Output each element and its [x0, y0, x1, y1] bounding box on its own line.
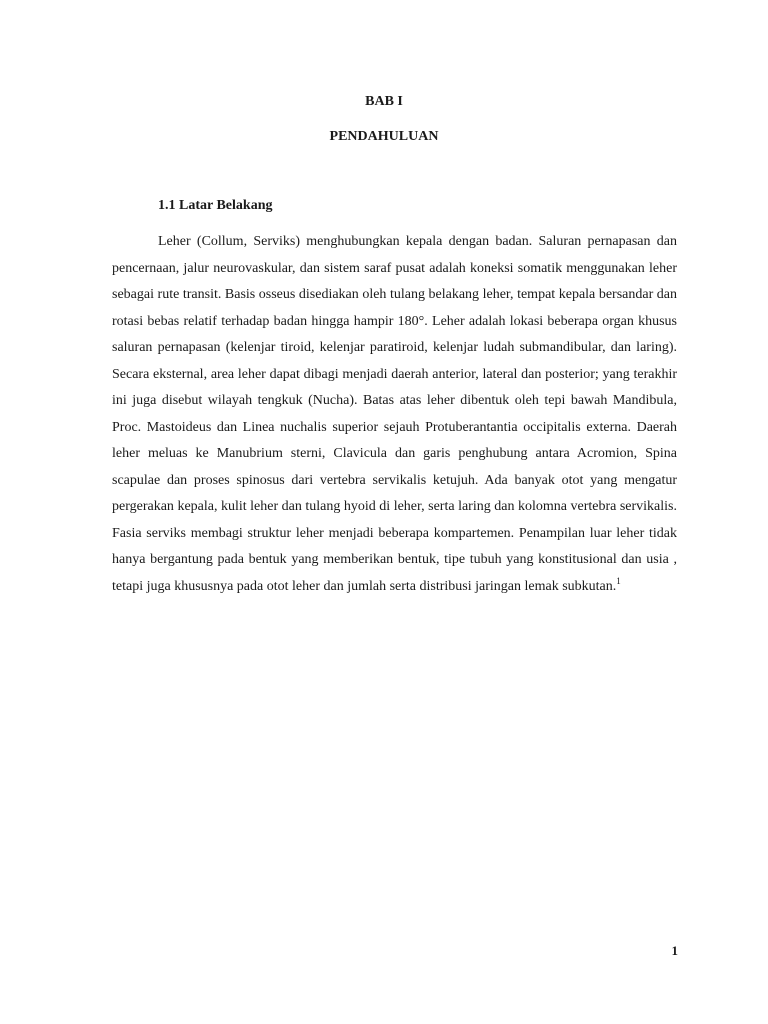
footnote-marker: 1 [616, 575, 621, 586]
paragraph-text: Leher (Collum, Serviks) menghubungkan kepala dengan badan. Saluran pernapasan dan pencernaan, jalur neurovaskular, dan sistem saraf pusat adalah koneksi somatik menggunakan leher sebagai rute transit. Basis osseus disediakan oleh tulang belakang leher, tempat kepala bersandar dan rotasi bebas relatif terhadap badan hingga hampir 180°. Leher adalah lokasi beberapa organ khusus saluran pernapasan (kelenjar tiroid, kelenjar paratiroid, kelenjar ludah submandibular, dan laring). Secara eksternal, area leher dapat dibagi menjadi daerah anterior, lateral dan posterior; yang terakhir ini juga disebut wilayah tengkuk (Nucha). Batas atas leher dibentuk oleh tepi bawah Mandibula, Proc. Mastoideus dan Linea nuchalis superior sejauh Protuberantantia occipitalis externa. Daerah leher meluas ke Manubrium sterni, Clavicula dan garis penghubung antara Acromion, Spina scapulae dan proses spinosus dari vertebra servikalis ketujuh. Ada banyak otot yang mengatur pergerakan kepala, kulit leher dan tulang hyoid di leher, serta laring dan kolomna vertebra servikalis. Fasia serviks membagi struktur leher menjadi beberapa kompartemen. Penampilan luar leher tidak hanya bergantung pada bentuk yang memberikan bentuk, tipe tubuh yang konstitusional dan usia , tetapi juga khususnya pada otot leher dan jumlah serta distribusi jaringan lemak subkutan. [112, 234, 677, 594]
chapter-label: BAB I [365, 94, 403, 109]
page-number: 1 [671, 943, 678, 958]
body-paragraph [112, 229, 677, 600]
chapter-title: PENDAHULUAN [329, 129, 439, 144]
section-heading: 1.1 Latar Belakang [158, 198, 273, 213]
